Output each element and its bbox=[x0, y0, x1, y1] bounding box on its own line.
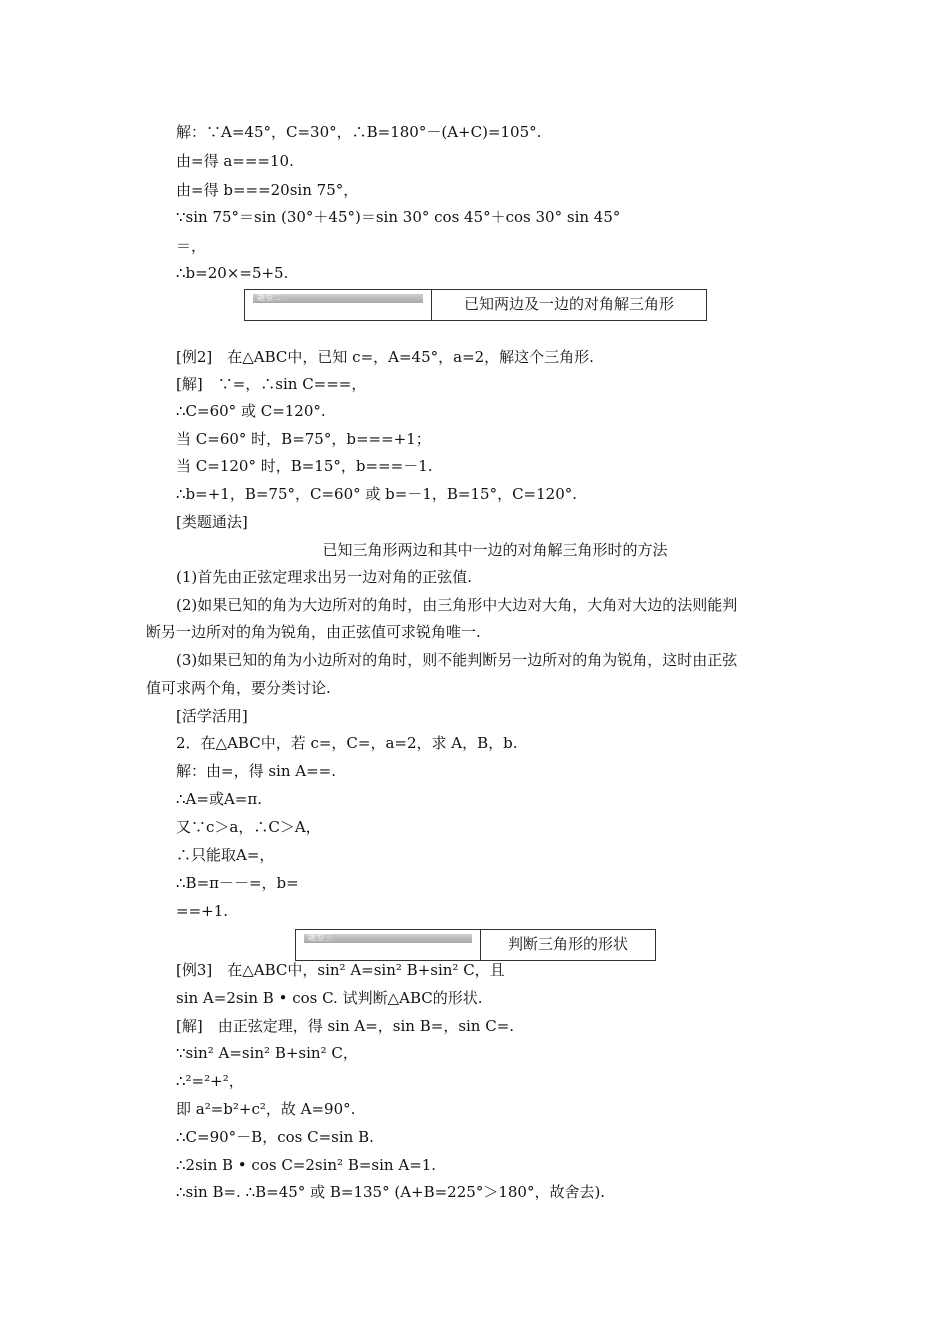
example-line: [例3] 在△ABC中，sin² A=sin² B+sin² C，且 bbox=[176, 961, 505, 979]
example-line: ∴²=²+²， bbox=[176, 1072, 244, 1090]
example-line: sin A=2sin B • cos C. 试判断△ABC的形状. bbox=[176, 989, 483, 1007]
practice-line: 2．在△ABC中，若 c=，C=，a=2，求 A，B，b. bbox=[176, 734, 518, 752]
example-line: ∴C=90°－B，cos C=sin B. bbox=[176, 1128, 374, 1146]
practice-line: ∴A=或A=π. bbox=[176, 790, 262, 808]
section-banner-3 bbox=[295, 929, 656, 961]
solution-line: 由=得 b===20sin 75°， bbox=[176, 181, 359, 199]
section-tag bbox=[296, 930, 481, 960]
section-tag-label: 题型三 bbox=[308, 933, 332, 942]
practice-line: ==+1. bbox=[176, 902, 229, 920]
method-line: 值可求两个角，要分类讨论. bbox=[146, 679, 331, 697]
example-line: ∵sin² A=sin² B+sin² C， bbox=[176, 1044, 358, 1062]
example-line: ∴b=+1，B=75°，C=60° 或 b=－1，B=15°，C=120°. bbox=[176, 485, 578, 503]
solution-line: ＝， bbox=[176, 237, 207, 255]
solution-line: ∵sin 75°＝sin (30°＋45°)＝sin 30° cos 45°＋cos 30° sin 45° bbox=[176, 208, 621, 226]
solution-line: 由=得 a===10. bbox=[176, 152, 294, 170]
section-banner-2 bbox=[244, 289, 707, 321]
example-line: ∴C=60° 或 C=120°. bbox=[176, 402, 326, 420]
section-tag bbox=[245, 290, 432, 320]
section-tag-label: 题型二 bbox=[257, 293, 281, 302]
example-line: 当 C=60° 时，B=75°，b===+1； bbox=[176, 430, 431, 448]
solution-line: 解：∵A=45°，C=30°，∴B=180°－(A+C)=105°. bbox=[176, 123, 542, 141]
solution-line: ∴b=20×=5+5. bbox=[176, 264, 289, 282]
category-heading: [类题通法] bbox=[176, 513, 248, 531]
method-line: (2)如果已知的角为大边所对的角时，由三角形中大边对大角，大角对大边的法则能判 bbox=[176, 596, 738, 614]
practice-heading: [活学活用] bbox=[176, 707, 248, 725]
method-title: 已知三角形两边和其中一边的对角解三角形时的方法 bbox=[322, 541, 668, 559]
example-line: ∴sin B=. ∴B=45° 或 B=135° (A+B=225°＞180°，故舍去). bbox=[176, 1183, 606, 1201]
example-line: [解] 由正弦定理，得 sin A=，sin B=，sin C=. bbox=[176, 1017, 515, 1035]
example-line: ∴2sin B • cos C=2sin² B=sin A=1. bbox=[176, 1156, 437, 1174]
example-line: 当 C=120° 时，B=15°，b===－1. bbox=[176, 457, 433, 475]
method-line: (3)如果已知的角为小边所对的角时，则不能判断另一边所对的角为锐角，这时由正弦 bbox=[176, 651, 738, 669]
practice-line: 解：由=，得 sin A==. bbox=[176, 762, 336, 780]
method-line: (1)首先由正弦定理求出另一边对角的正弦值. bbox=[176, 568, 473, 586]
example-line: [例2] 在△ABC中，已知 c=，A=45°，a=2，解这个三角形. bbox=[176, 348, 594, 366]
method-line: 断另一边所对的角为锐角，由正弦值可求锐角唯一. bbox=[146, 623, 481, 641]
section-title: 判断三角形的形状 bbox=[507, 935, 628, 953]
example-line: [解] ∵=，∴sin C===， bbox=[176, 375, 367, 393]
example-line: 即 a²=b²+c²，故 A=90°. bbox=[176, 1100, 356, 1118]
practice-line: 又∵c＞a，∴C＞A， bbox=[176, 818, 321, 836]
practice-line: ∴B=π－－=，b= bbox=[176, 874, 299, 892]
section-title: 已知两边及一边的对角解三角形 bbox=[463, 295, 674, 313]
practice-line: ∴只能取A=， bbox=[176, 846, 275, 864]
